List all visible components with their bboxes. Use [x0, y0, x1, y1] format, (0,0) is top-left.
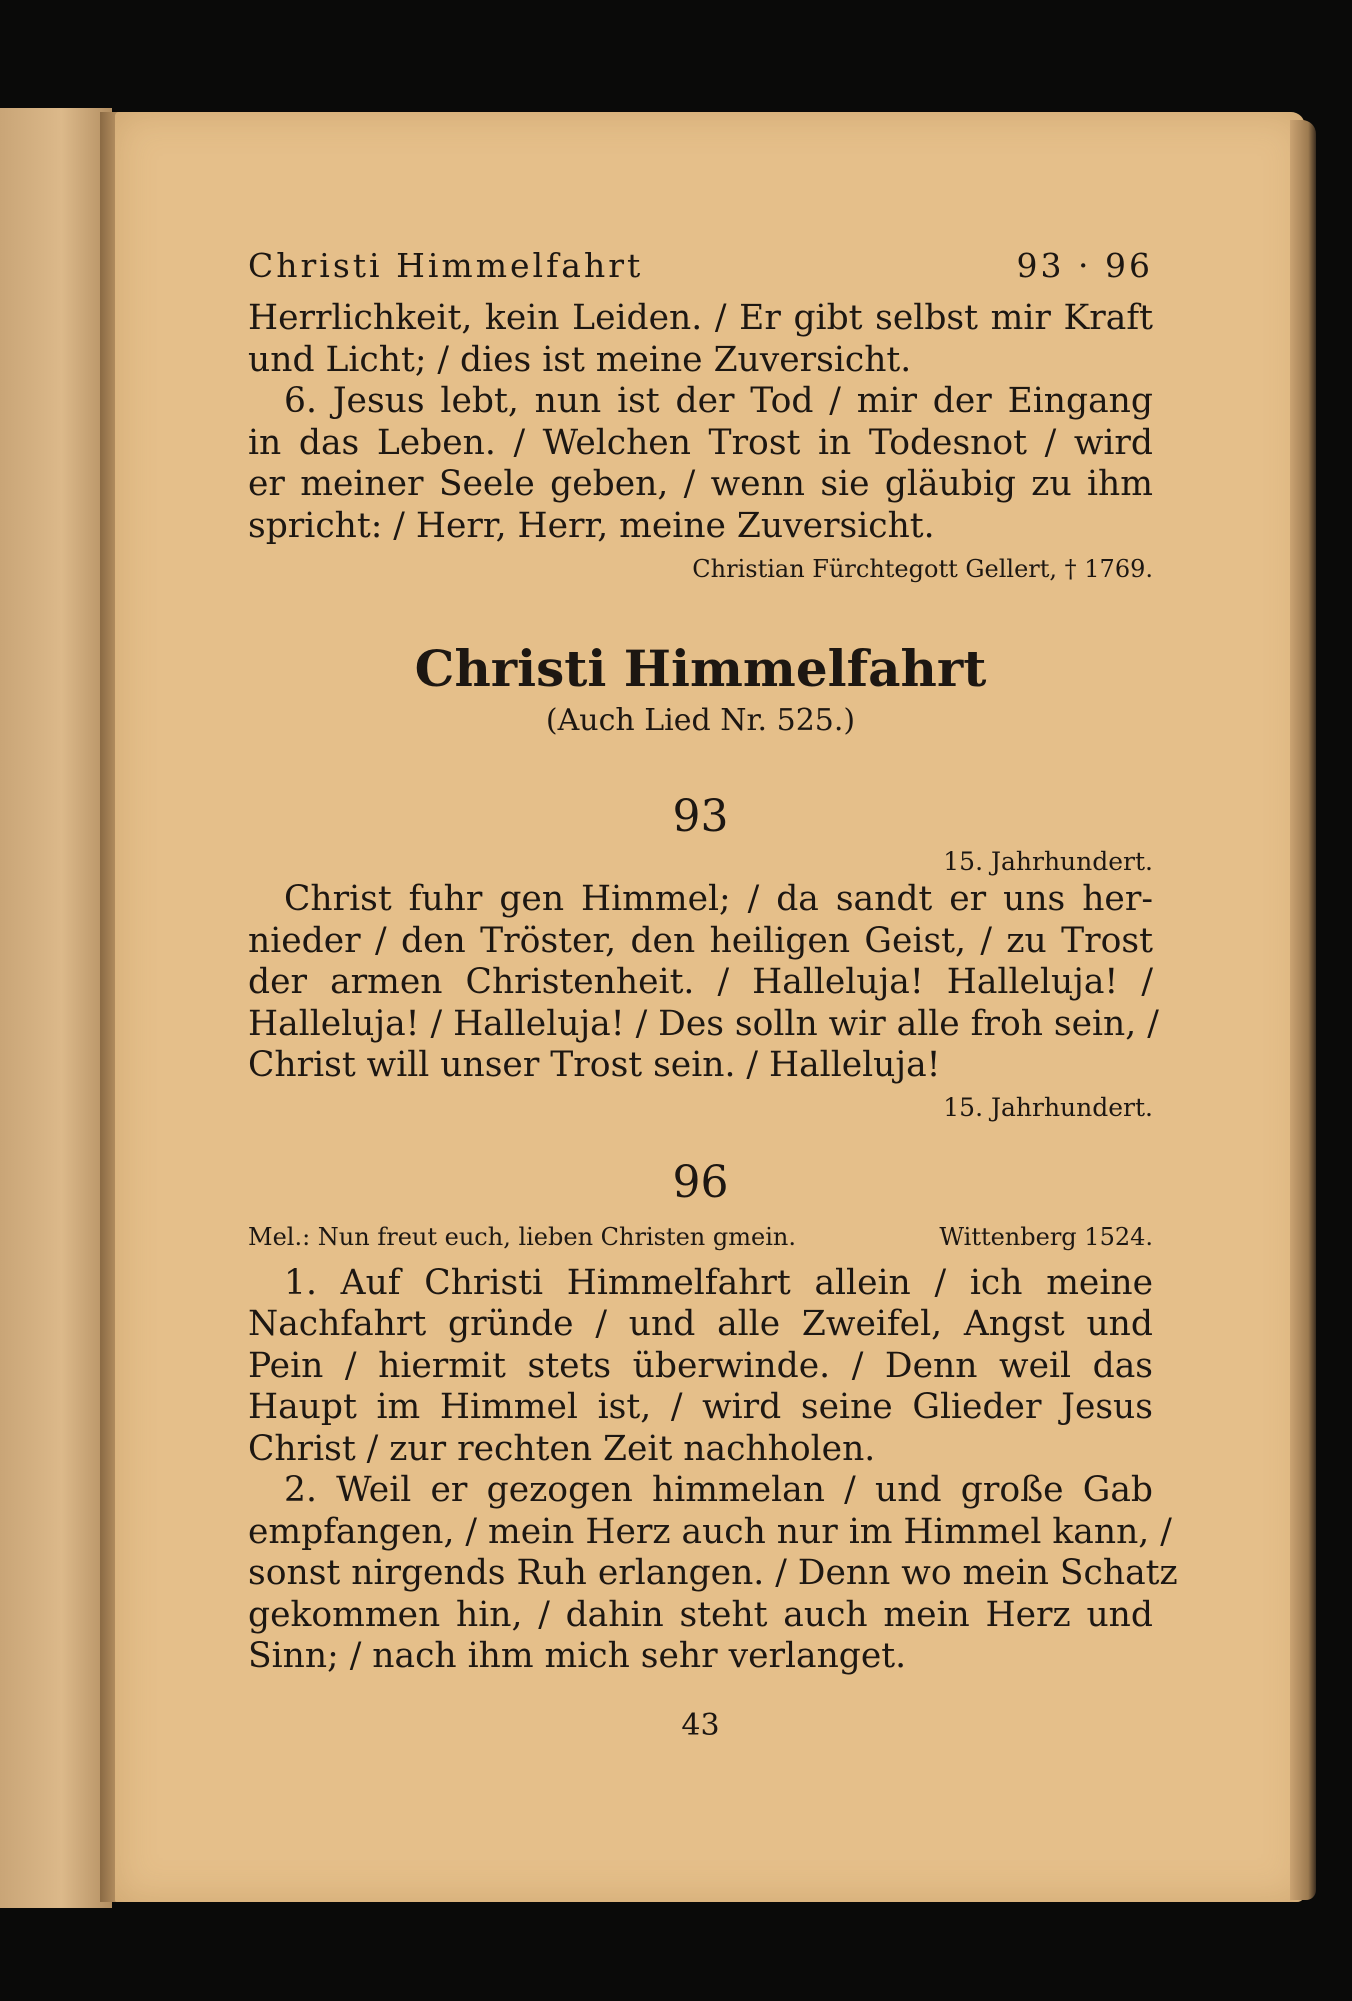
melody-note: Mel.: Nun freut euch, lieben Christen gmein.	[248, 1222, 796, 1251]
text-line: sonst nirgends Ruh erlangen. / Denn wo mein Schatz	[248, 1553, 1178, 1593]
text-line: Sinn; / nach ihm mich sehr verlanget.	[248, 1636, 907, 1676]
text-line: Pein / hiermit stets überwinde. / Denn weil das	[248, 1345, 1153, 1386]
song-number-93: 93	[672, 791, 729, 842]
section-title: Christi Himmelfahrt	[414, 639, 987, 698]
text-line: gekommen hin, / dahin steht auch mein Herz und	[248, 1594, 1153, 1635]
text-line: Christ fuhr gen Himmel; / da sandt er uns her-	[284, 879, 1153, 919]
text-line: der armen Christenheit. / Halleluja! Halleluja! /	[248, 962, 1153, 1002]
melody-line	[248, 1217, 1153, 1257]
text-line: Christ / zur rechten Zeit nachholen.	[248, 1428, 876, 1469]
text-line: 1. Auf Christi Himmelfahrt allein / ich meine	[284, 1262, 1153, 1303]
page-content	[248, 246, 1178, 1746]
continuation-text	[248, 298, 1153, 547]
text-line: Christ will unser Trost sein. / Halleluja!	[248, 1045, 941, 1085]
text-line: nieder / den Tröster, den heiligen Geist, / zu Trost	[248, 920, 1153, 961]
header-numbers: 93 · 96	[1016, 246, 1153, 285]
header-title: Christi Himmelfahrt	[248, 246, 644, 285]
song-96-text	[248, 1262, 1178, 1678]
text-line: Herrlichkeit, kein Leiden. / Er gibt selbst mir Kraft	[248, 298, 1153, 338]
text-line: spricht: / Herr, Herr, meine Zuversicht.	[248, 505, 935, 546]
song-93-text	[248, 879, 1159, 1087]
section-subtitle: (Auch Lied Nr. 525.)	[545, 703, 856, 738]
page-edge-shadow	[1290, 120, 1316, 1900]
text-line: Halleluja! / Halleluja! / Des solln wir alle froh sein, /	[248, 1003, 1159, 1044]
text-line: 6. Jesus lebt, nun ist der Tod / mir der Eingang	[284, 381, 1153, 421]
song-number-96: 96	[672, 1156, 729, 1208]
century-note: 15. Jahrhundert.	[943, 847, 1153, 876]
page-number: 43	[681, 1707, 720, 1743]
text-line: Nachfahrt gründe / und alle Zweifel, Angst und	[248, 1304, 1153, 1344]
running-header	[248, 246, 1153, 298]
text-line: er meiner Seele geben, / wenn sie gläubig zu ihm	[248, 464, 1153, 504]
origin-note: Wittenberg 1524.	[939, 1222, 1153, 1251]
text-line: in das Leben. / Welchen Trost in Todesnot / wird	[248, 422, 1153, 463]
century-note: 15. Jahrhundert.	[943, 1092, 1153, 1122]
text-line: Haupt im Himmel ist, / wird seine Glieder Jesus	[248, 1387, 1153, 1427]
left-page-edge	[0, 108, 112, 1908]
author-attribution: Christian Fürchtegott Gellert, † 1769.	[692, 555, 1153, 583]
text-line: und Licht; / dies ist meine Zuversicht.	[248, 339, 912, 380]
text-line: 2. Weil er gezogen himmelan / und große Gab	[284, 1470, 1153, 1510]
text-line: empfangen, / mein Herz auch nur im Himmel kann, /	[248, 1511, 1172, 1552]
